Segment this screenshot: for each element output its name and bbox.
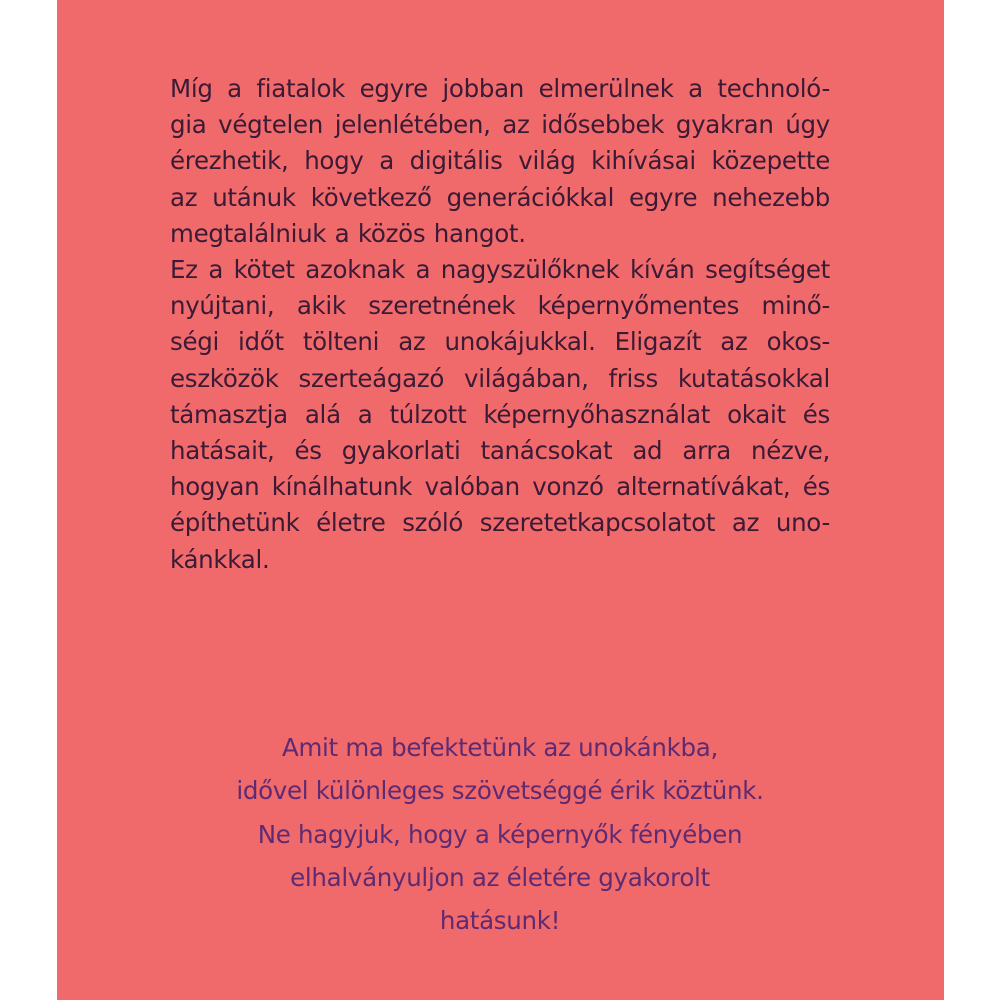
blurb-line: nyújtani, akik szeretnének képernyőmentes minő- bbox=[170, 291, 830, 321]
blurb-line: az utánuk következő generációkkal egyre nehezebb bbox=[170, 182, 830, 212]
blurb-line: eszközök szerteágazó világában, friss kutatásokkal bbox=[170, 363, 830, 393]
quote-line: hatásunk! bbox=[439, 906, 561, 936]
blurb-line: építhetünk életre szóló szeretetkapcsolatot az uno- bbox=[170, 508, 830, 538]
blurb-line: érezhetik, hogy a digitális világ kihívásai közepette bbox=[170, 146, 830, 176]
blurb-line: gia végtelen jelenlétében, az idősebbek gyakran úgy bbox=[170, 110, 830, 140]
blurb-text bbox=[170, 71, 830, 578]
blurb-line: megtalálniuk a közös hangot. bbox=[170, 218, 526, 248]
quote-line: Ne hagyjuk, hogy a képernyők fényében bbox=[257, 819, 743, 849]
blurb-line: Míg a fiatalok egyre jobban elmerülnek a technoló- bbox=[170, 74, 830, 103]
blurb-line: ségi időt tölteni az unokájukkal. Eligazít az okos- bbox=[170, 327, 830, 357]
closing-quote bbox=[220, 726, 780, 942]
blurb-line: kánkkal. bbox=[170, 544, 270, 574]
blurb-line: hatásait, és gyakorlati tanácsokat ad arra nézve, bbox=[170, 436, 830, 466]
blurb-line: hogyan kínálhatunk valóban vonzó alternatívákat, és bbox=[170, 472, 830, 502]
blurb-line: Ez a kötet azoknak a nagyszülőknek kíván segítséget bbox=[170, 255, 830, 285]
quote-line: idővel különleges szövetséggé érik köztünk. bbox=[236, 776, 764, 806]
quote-line: elhalványuljon az életére gyakorolt bbox=[290, 862, 710, 892]
quote-line: Amit ma befektetünk az unokánkba, bbox=[282, 733, 718, 762]
blurb-line: támasztja alá a túlzott képernyőhasználat okait és bbox=[170, 399, 830, 429]
back-cover-panel bbox=[57, 0, 944, 1000]
